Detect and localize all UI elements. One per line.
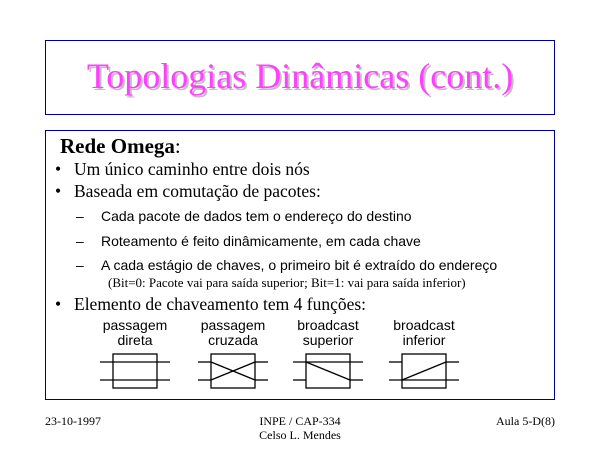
dash-mark: – (76, 208, 84, 224)
switch-label-broadcast-upper (283, 318, 373, 348)
switch-label-line1: passagem (102, 317, 168, 333)
switch-label-broadcast-lower (379, 318, 469, 348)
bullet-mark: • (55, 181, 62, 201)
switch-label-line2: cruzada (208, 332, 258, 348)
section-heading (60, 134, 181, 159)
straight-switch-diagram (100, 353, 170, 389)
bullet-switch-functions: Elemento de chaveamento tem 4 funções: (74, 294, 367, 314)
footer-date: 23-10-1997 (45, 414, 101, 428)
broadcast-lower-switch-diagram (389, 353, 459, 389)
slide-title: Topologias Dinâmicas (cont.) (86, 56, 514, 96)
sub-item-bit-extraction: A cada estágio de chaves, o primeiro bit é extraído do endereço (101, 257, 498, 273)
cross-switch-diagram (198, 353, 268, 389)
footer-author: Celso L. Mendes (259, 428, 341, 442)
bullet-packet-switching: Baseada em comutação de pacotes: (74, 181, 321, 201)
heading-bold: Rede Omega (60, 134, 175, 158)
switch-label-line2: superior (302, 332, 354, 348)
title-box (45, 40, 555, 115)
bullet-mark: • (55, 159, 62, 179)
footer-lecture: Aula 5-D(8) (496, 414, 555, 428)
footer-course: INPE / CAP-334 (259, 414, 341, 428)
dash-mark: – (76, 233, 84, 249)
switch-label-line1: broadcast (393, 317, 455, 333)
switch-label-straight (90, 318, 180, 348)
bullet-mark: • (55, 294, 62, 314)
footer-course-info (240, 414, 360, 442)
switch-label-cross (188, 318, 278, 348)
bullet-single-path: Um único caminho entre dois nós (74, 159, 310, 179)
bit-note: (Bit=0: Pacote vai para saída superior; Bit=1: vai para saída inferior) (108, 275, 466, 290)
switch-label-line2: direta (117, 332, 153, 348)
dash-mark: – (76, 257, 84, 273)
sub-item-destination: Cada pacote de dados tem o endereço do destino (101, 208, 412, 224)
switch-label-line1: broadcast (297, 317, 359, 333)
heading-colon: : (174, 134, 181, 158)
sub-item-routing: Roteamento é feito dinâmicamente, em cada chave (101, 233, 421, 249)
switch-label-line1: passagem (200, 317, 266, 333)
switch-label-line2: inferior (402, 332, 446, 348)
content-box (45, 130, 555, 400)
broadcast-upper-switch-diagram (293, 353, 363, 389)
